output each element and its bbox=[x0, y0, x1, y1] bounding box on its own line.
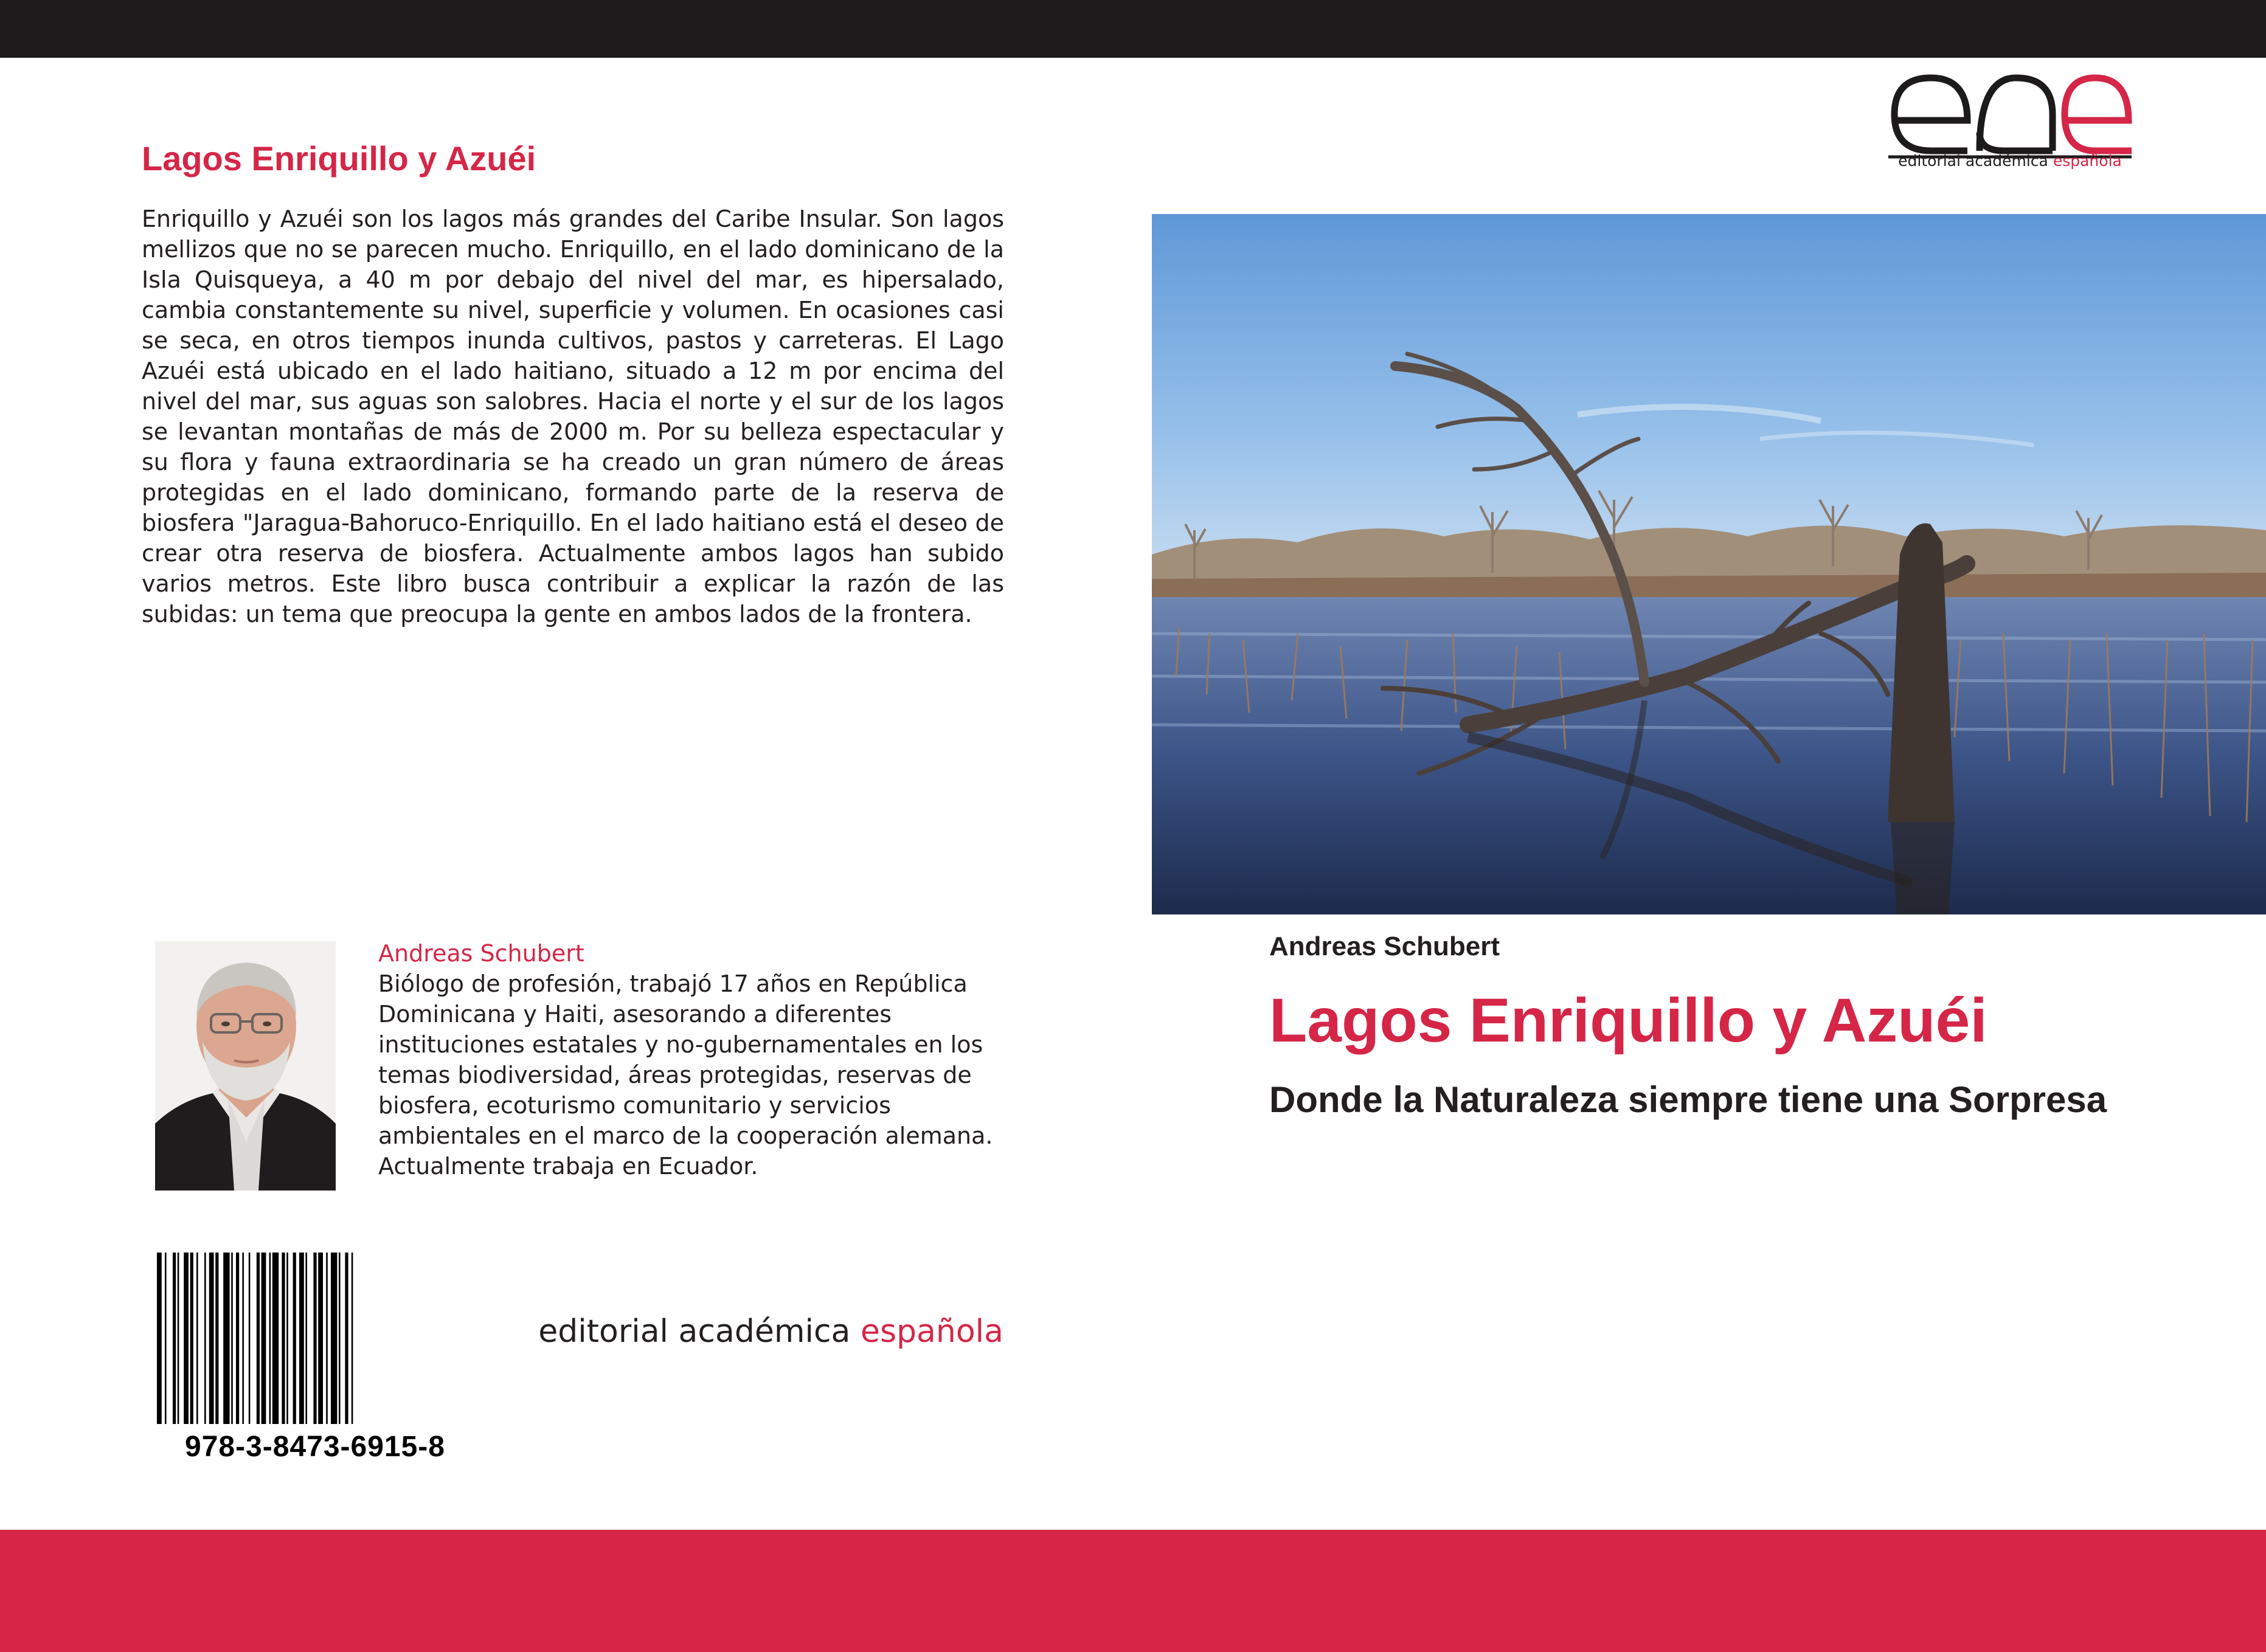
barcode-bar bbox=[331, 1253, 337, 1424]
barcode-bar bbox=[282, 1253, 285, 1424]
barcode-bar bbox=[262, 1253, 266, 1424]
flooded-dead-tree-lake-photo bbox=[1152, 214, 2266, 914]
barcode-bar bbox=[299, 1253, 304, 1424]
barcode-bar bbox=[209, 1253, 214, 1424]
barcode-bar bbox=[204, 1253, 206, 1424]
barcode-bar bbox=[165, 1253, 167, 1424]
barcode-bar bbox=[157, 1253, 162, 1424]
barcode-bar bbox=[196, 1253, 198, 1424]
barcode-bar bbox=[286, 1253, 288, 1424]
back-publisher-accent: española bbox=[860, 1313, 1003, 1350]
logo-caption-main: editorial académica bbox=[1898, 152, 2048, 170]
barcode-bar bbox=[223, 1253, 229, 1424]
barcode-bar bbox=[249, 1253, 251, 1424]
barcode-bar bbox=[313, 1253, 316, 1424]
barcode-bar bbox=[339, 1253, 341, 1424]
top-band bbox=[0, 0, 2266, 58]
bottom-band bbox=[0, 1530, 2266, 1652]
barcode-bar bbox=[173, 1253, 176, 1424]
isbn-barcode bbox=[157, 1253, 473, 1424]
barcode-bar bbox=[305, 1253, 307, 1424]
back-publisher-main: editorial académica bbox=[538, 1313, 851, 1350]
barcode-bar bbox=[242, 1253, 244, 1424]
isbn-number: 978-3-8473-6915-8 bbox=[185, 1431, 445, 1463]
author-bio-name: Andreas Schubert bbox=[378, 940, 584, 967]
barcode-bar bbox=[178, 1253, 179, 1424]
barcode-bar bbox=[215, 1253, 218, 1424]
barcode-bar bbox=[257, 1253, 260, 1424]
back-cover-blurb: Enriquillo y Azuéi son los lagos más grandes del Caribe Insular. Son lagos mellizos que no se parecen mucho. Enriquillo, en el lado dominicano de la Isla Quisqueya, a 40 m por debajo del nivel del mar, es hipersalado, cambia constantemente su nivel, superficie y volumen. En ocasiones casi se seca, en otros tiempos inunda cultivos, pastos y carreteras. El Lago Azuéi está ubicado en el lado haitiano, situado a 12 m por encima del nivel del mar, sus aguas son salobres. Hacia el norte y el sur de los lagos se levantan montañas de más de 2000 m. Por su belleza espectacular y su flora y fauna extraordinaria se ha creado un gran número de áreas protegidas en el lado dominicano, formando parte de la reserva de biosfera "Jaragua-Bahoruco-Enriquillo. En el lado haitiano está el deseo de crear otra reserva de biosfera. Actualmente ambos lagos han subido varios metros. Este libro busca contribuir a explicar la razón de las subidas: un tema que preocupa la gente en ambos lados de la frontera. bbox=[142, 206, 1004, 627]
barcode-bar bbox=[269, 1253, 271, 1424]
barcode-bar bbox=[352, 1253, 353, 1424]
logo-caption-accent: española bbox=[2053, 152, 2122, 170]
back-cover-title: Lagos Enriquillo y Azuéi bbox=[142, 139, 536, 178]
logo-caption bbox=[1882, 152, 2138, 170]
barcode-bar bbox=[190, 1253, 193, 1424]
barcode-bar bbox=[326, 1253, 328, 1424]
barcode-bar bbox=[231, 1253, 233, 1424]
back-publisher-name bbox=[535, 1313, 1003, 1350]
author-portrait-photo bbox=[155, 941, 336, 1191]
author-bio-text: Biólogo de profesión, trabajó 17 años en República Dominicana y Haiti, asesorando a diferentes instituciones estatales y no-gubernamentales en los temas biodiversidad, áreas protegidas, reservas de biosfera, ecoturismo comunitario y servicios ambientales en el marco de la cooperación alemana. Actualmente trabaja en Ecuador. bbox=[378, 970, 993, 1180]
front-cover-subtitle: Donde la Naturaleza siempre tiene una Sorpresa bbox=[1269, 1079, 2107, 1120]
barcode-bar bbox=[184, 1253, 189, 1424]
barcode-bar bbox=[272, 1253, 279, 1424]
barcode-bar bbox=[293, 1253, 296, 1424]
barcode-bar bbox=[345, 1253, 348, 1424]
barcode-bar bbox=[318, 1253, 323, 1424]
barcode-bar bbox=[236, 1253, 239, 1424]
front-cover-title: Lagos Enriquillo y Azuéi bbox=[1269, 986, 1987, 1055]
front-cover-author: Andreas Schubert bbox=[1269, 931, 1500, 961]
